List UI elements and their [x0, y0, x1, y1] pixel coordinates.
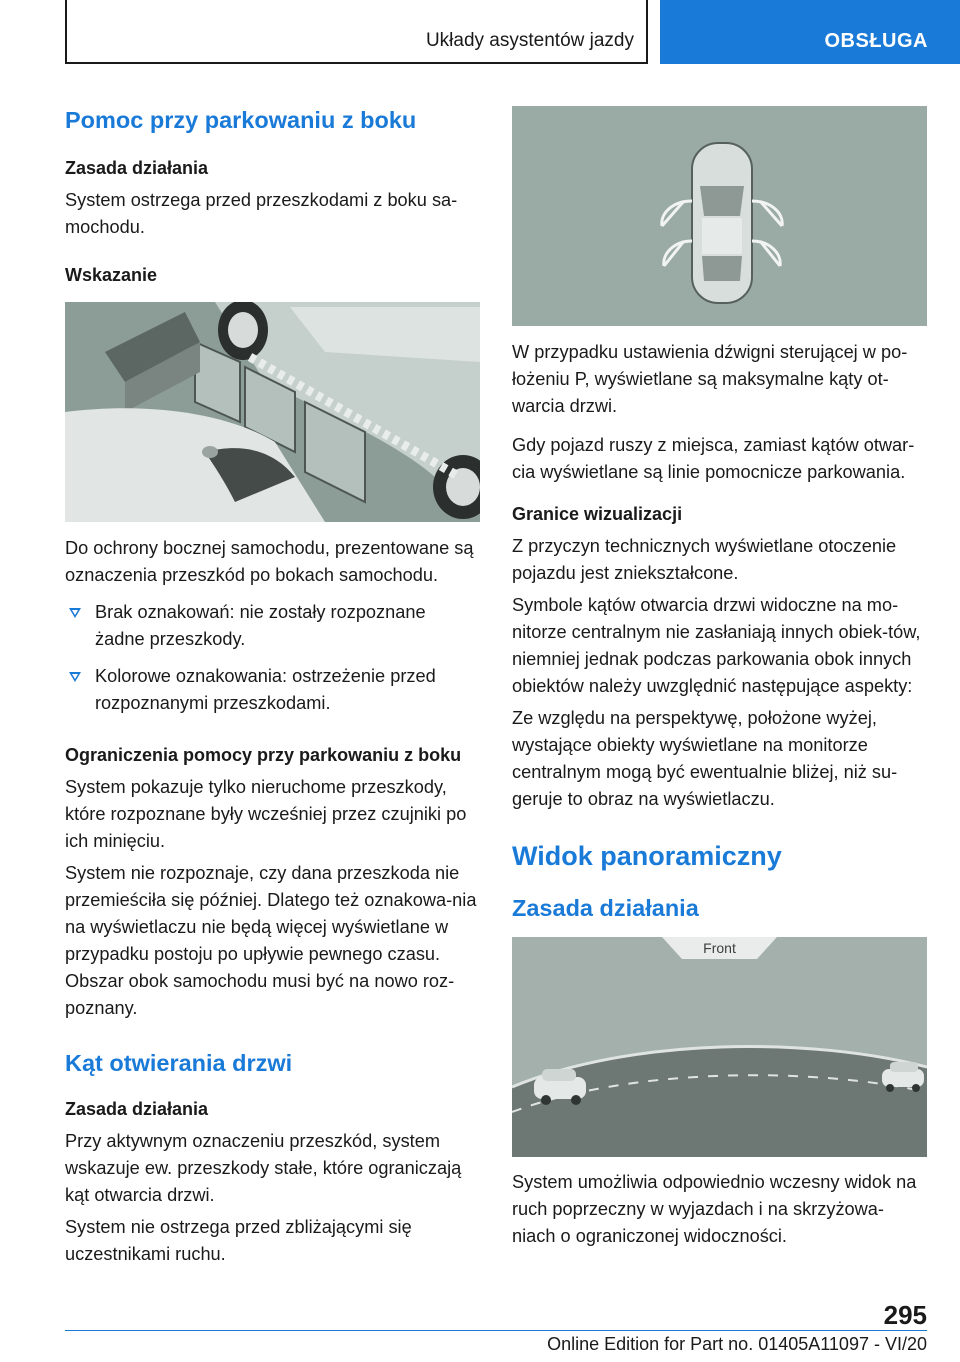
footer-edition: Online Edition for Part no. 01405A11097 - VI/20	[547, 1334, 927, 1354]
chapter-title: Układy asystentów jazdy	[425, 30, 634, 51]
heading-vis-limits: Granice wizualizacji	[512, 504, 683, 524]
heading-door-angle: Kąt otwierania drzwi	[65, 1050, 293, 1076]
text-vis-2: Symbole kątów otwarcia drzwi widoczne na mo-nitorze centralnym nie zasłaniają innych obiek-tów, niemniej jednak podczas parkowania obok innych obiektów należy uwzględnić następujące aspekty:	[512, 595, 921, 696]
list-item	[65, 599, 480, 653]
panorama-illustration	[512, 937, 927, 1157]
page-number: 295	[883, 1300, 927, 1330]
heading-principle-1: Zasada działania	[65, 158, 209, 178]
right-column	[512, 100, 927, 1250]
text-principle-2b: System nie ostrzega przed zbliżającymi się uczestnikami ruchu.	[65, 1217, 412, 1264]
text-limits-1: System pokazuje tylko nieruchome przeszkody, które rozpoznane były wcześniej przez czujniki po ich minięciu.	[65, 777, 467, 851]
text-principle-1: System ostrzega przed przeszkodami z boku sa-mochodu.	[65, 190, 458, 237]
left-column	[65, 100, 480, 1268]
door-angle-illustration	[512, 106, 927, 326]
bullet-triangle-icon	[69, 672, 81, 682]
heading-principle-3: Zasada działania	[512, 895, 699, 921]
text-limits-2: System nie rozpoznaje, czy dana przeszkoda nie przemieściła się później. Dlatego też oznakowa-nia na wyświetlaczu nie będą więcej wyświetlane w przypadku postoju po upływie pewnego czasu. Obszar obok samochodu musi być na nowo roz-poznany.	[65, 863, 477, 1018]
list-item-text: Kolorowe oznakowania: ostrzeżenie przed rozpoznanymi przeszkodami.	[95, 666, 436, 713]
footer-divider	[65, 1330, 927, 1331]
heading-principle-2: Zasada działania	[65, 1099, 209, 1119]
text-panorama: System umożliwia odpowiednio wczesny widok na ruch poprzeczny w wyjazdach i na skrzyżowa-niach o ograniczonej widoczności.	[512, 1172, 917, 1246]
heading-panorama: Widok panoramiczny	[512, 841, 782, 871]
panorama-svg	[512, 937, 927, 1157]
text-vis-3: Ze względu na perspektywę, położone wyżej, wystające obiekty wyświetlane na monitorze centralnym mogą być ewentualnie bliżej, niż su-geruje to obraz na wyświetlaczu.	[512, 708, 898, 809]
door-angle-svg	[512, 106, 927, 326]
section-tab-label: OBSŁUGA	[824, 30, 928, 52]
marking-list	[65, 599, 480, 717]
section-tab[interactable]	[660, 0, 960, 64]
side-parking-svg	[65, 302, 480, 522]
text-vis-1: Z przyczyn technicznych wyświetlane otoczenie pojazdu jest zniekształcone.	[512, 536, 897, 583]
text-gear-p: W przypadku ustawienia dźwigni sterującej w po-łożeniu P, wyświetlane są maksymalne kąty ot-warcia drzwi.	[512, 342, 908, 416]
text-moving: Gdy pojazd ruszy z miejsca, zamiast kątów otwar-cia wyświetlane są linie pomocnicze parkowania.	[512, 435, 915, 482]
header-chapter-box	[65, 0, 648, 64]
front-label: Front	[703, 940, 736, 956]
heading-limits: Ograniczenia pomocy przy parkowaniu z boku	[65, 745, 462, 765]
side-parking-illustration	[65, 302, 480, 522]
list-item-text: Brak oznakowań: nie zostały rozpoznane żadne przeszkody.	[95, 602, 426, 649]
heading-parking-side: Pomoc przy parkowaniu z boku	[65, 107, 417, 133]
list-item	[65, 663, 480, 717]
text-principle-2a: Przy aktywnym oznaczeniu przeszkód, system wskazuje ew. przeszkody stałe, które ograniczają kąt otwarcia drzwi.	[65, 1131, 462, 1205]
text-protection: Do ochrony bocznej samochodu, prezentowane są oznaczenia przeszkód po bokach samochodu.	[65, 538, 474, 585]
heading-indication: Wskazanie	[65, 265, 158, 285]
bullet-triangle-icon	[69, 608, 81, 618]
